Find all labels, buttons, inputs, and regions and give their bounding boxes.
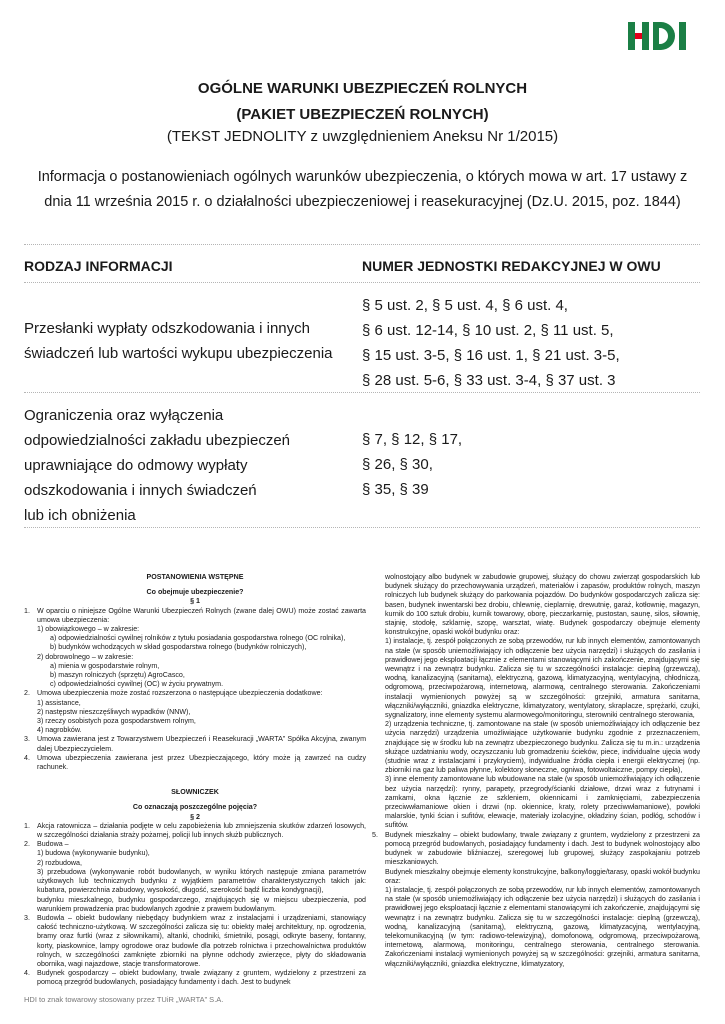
divider bbox=[24, 282, 700, 283]
list-item: budynku mieszkalnego, budynku gospodarczego, znajdujących się w miejscu ubezpieczenia, pod warunkiem prowadzenia prac budowlanych zgodnie z prawem budowlanym. bbox=[37, 895, 366, 913]
list-item: Budynek mieszkalny obejmuje elementy konstrukcyjne, balkony/loggie/tarasy, opaski wokół budynku oraz: bbox=[385, 867, 700, 885]
list-item: 4. Umowa ubezpieczenia zawierana jest przez Ubezpieczającego, który może ją zawrzeć na cudzy rachunek. bbox=[24, 753, 366, 772]
footer-note: HDI to znak towarowy stosowany przez TUiR „WARTA” S.A. bbox=[24, 995, 224, 1004]
list-item: 4. Budynek gospodarczy – obiekt budowlany, trwale związany z gruntem, wydzielony z przestrzeni za pomocą przegród budowlanych, posiadający fundamenty i dach. Jest to budynek bbox=[24, 969, 366, 987]
section-heading: SŁOWNICZEK bbox=[171, 788, 219, 797]
list-item: 1) budowa (wykonywanie budynku), bbox=[37, 849, 150, 858]
list-item: 5. Budynek mieszkalny – obiekt budowlany, trwale związany z gruntem, wydzielony z przestrzeni za pomocą przegród budowlanych, posiadający fundamenty i dach. Jest to budynek wolnostojący albo budynek w zabudowie bliźniaczej, szeregowej lub grupowej, służący zaspokajaniu potrzeb mieszkaniowych. bbox=[372, 830, 700, 867]
hdi-logo bbox=[628, 22, 700, 52]
list-item: 2. Budowa – bbox=[24, 840, 69, 849]
doc-subtitle: (PAKIET UBEZPIECZEŃ ROLNYCH) bbox=[236, 106, 489, 123]
list-item: 2. Umowa ubezpieczenia może zostać rozszerzona o następujące ubezpieczenia dodatkowe: bbox=[24, 689, 323, 698]
doc-title: OGÓLNE WARUNKI UBEZPIECZEŃ ROLNYCH bbox=[197, 80, 528, 97]
col-header-info: RODZAJ INFORMACJI bbox=[24, 258, 173, 274]
list-item: 1) obowiązkowego – w zakresie: bbox=[37, 625, 140, 634]
list-item: b) maszyn rolniczych (sprzętu) AgroCasco, bbox=[50, 671, 185, 680]
list-item: 3. Budowla – obiekt budowlany niebędący budynkiem wraz z instalacjami i urządzeniami, stanowiący całość techniczno-użytkową. W szczególności zalicza się tu: obiekty małej architektury, np. ogrodzenia, bramy oraz furtki (wraz z siłownikami), altanki, chodniki, śmietniki, posągi, odkryte baseny, fontanny, korty, piaskownice, lampy ogrodowe oraz budowle dla potrzeb rolnictwa i przechowalnictwa produktów rolnych, w szczególności zamknięte zbiorniki na płynne odchody zwierzęce, płyty do składowania obornika, wagi najazdowe, stacje transformatorowe. bbox=[24, 913, 366, 968]
list-item: 2) urządzenia techniczne, tj. zamontowane na stałe (w sposób uniemożliwiający ich odłączenie bez użycia narzędzi) urządzenia umożliwiające użytkowanie budynku zgodnie z przeznaczeniem, znajdujące się w środku lub na zewnątrz ubezpieczonego budynku. Zalicza się tu m.in.: urządzenia służące uzdatnianiu wody, oczyszczaniu lub gromadzeniu ścieków, piece, individualne ujęcia wody (studnie wraz z instalacjami i przykryciem), indywidualne źródła ciepła i energii elektrycznej (np. zbiorniki na gaz lub paliwa płynne, kolektory słoneczne, ogniwa, fotowoltaiczne, pompy ciepła), bbox=[385, 720, 700, 775]
list-item: a) mienia w gospodarstwie rolnym, bbox=[50, 661, 160, 670]
body-left-column bbox=[24, 573, 366, 988]
list-item: 3) inne elementy zamontowane lub wbudowane na stałe (w sposób uniemożliwiający ich odłączenie bez użycia narzędzi): rynny, parapety, przegrody/ścianki działowe, drzwi wraz z futrynami i zamkami, okna łącznie ze szkleniem, okiennicami i zamknięciami, zabezpieczenia przeciwwłamaniowe okien i drzwi (np. okiennice, kraty, rolety przeciwwłamaniowe), powłoki malarskie, tynki ścian i sufitów, elewacje, materiały izolacyjne, okładziny ścian, podłóg, schodów i sufitów. bbox=[385, 775, 700, 830]
info-statement: Informacja o postanowieniach ogólnych warunków ubezpieczenia, o których mowa w art. 17 ustawy z dnia 11 września 2015 r. o działalności ubezpieczeniowej i reasekuracyjnej (Dz.U. 2015, poz. 1844) bbox=[37, 169, 688, 210]
divider bbox=[24, 244, 700, 245]
paragraph-number: § 1 bbox=[190, 597, 200, 606]
list-item: 2) następstw nieszczęśliwych wypadków (NNW), bbox=[37, 707, 191, 716]
row1-ref: § 5 ust. 2, § 5 ust. 4, § 6 ust. 4, § 6 ust. 12-14, § 10 ust. 2, § 11 ust. 5, § 15 ust. 3-5, § 16 ust. 1, § 21 ust. 3-5, § 28 ust. 5-6, § 33 ust. 3-4, § 37 ust. 3 bbox=[362, 297, 620, 389]
list-item: 1) instalacje, tj. zespół połączonych ze sobą przewodów, rur lub innych elementów, zamontowanych na stałe (w sposób uniemożliwiający ich odłączenie bez użycia narzędzi) i służących do zasilania i prawidłowej jego eksploatacji łącznie z elementami stanowiącymi ich zakończenie, znajdującymi się wewnątrz i na zewnątrz budynku. Zalicza się tu w szczególności instalacje: cieplną (grzewczą), wodną, kanalizacyjną (sanitarną), elektryczną, gazową, klimatyzacyjną, wentylacyjną, chłodniczą, odgromową, przeciwpożarową, internetową, alarmową, centralnego sterowania. Zakończeniami instalacji wymienionych powyżej są w szczególności: grzejniki, armatura sanitarna, włączniki/wyłączniki, gniazdka elektryczne, klimatyzatory, wentylatory, skraplacze, sprężarki, czujki, sygnalizatory, inne elementy systemu alarmowego/monitoringu, sterowniki centralnego sterowania, bbox=[385, 637, 700, 720]
section-heading: POSTANOWIENIA WSTĘPNE bbox=[146, 573, 244, 581]
row1-info: Przesłanki wypłaty odszkodowania i innych świadczeń lub wartości wykupu ubezpieczenia bbox=[24, 320, 333, 362]
list-item: a) odpowiedzialności cywilnej rolników z tytułu posiadania gospodarstwa rolnego (OC rolnika), bbox=[50, 634, 346, 643]
list-item: 2) rozbudowa, bbox=[37, 858, 82, 867]
row2-info: Ograniczenia oraz wyłączenia odpowiedzialności zakładu ubezpieczeń uprawniające do odmowy wypłaty odszkodowania i innych świadczeń lub ich obniżenia bbox=[24, 407, 291, 524]
divider bbox=[24, 392, 700, 393]
body-right-column bbox=[372, 573, 700, 969]
list-item: 2) dobrowolnego – w zakresie: bbox=[37, 652, 134, 661]
list-item: b) budynków wchodzących w skład gospodarstwa rolnego (budynków rolniczych), bbox=[50, 643, 307, 652]
list-item: 3. Umowa zawierana jest z Towarzystwem Ubezpieczeń i Reasekuracji „WARTA” Spółka Akcyjna, zwanym dalej Ubezpieczycielem. bbox=[24, 735, 366, 753]
list-item: 1. Akcja ratownicza – działania podjęte w celu zapobieżenia lub zmniejszenia skutków zdarzeń losowych, w szczególności działania straży pożarnej, policji lub innych służb publicznych. bbox=[24, 821, 366, 840]
list-item: 3) przebudowa (wykonywanie robót budowlanych, w wyniku których następuje zmiana parametrów użytkowych lub technicznych budynku z wyjątkiem parametrów charakterystycznych takich jak: kubatura, powierzchnia zabudowy, wysokość, długość, szerokość bądź liczba kondygnacji), bbox=[37, 867, 366, 895]
list-item: 4) nagrobków. bbox=[37, 726, 82, 735]
list-item: 1. W oparciu o niniejsze Ogólne Warunki Ubezpieczeń Rolnych (zwane dalej OWU) może zostać zawarta umowa ubezpieczenia: bbox=[24, 606, 366, 624]
list-item: 1) assistance, bbox=[37, 698, 81, 707]
list-item: c) odpowiedzialności cywilnej (OC) w życiu prywatnym. bbox=[50, 680, 224, 689]
question-heading: Co obejmuje ubezpieczenie? bbox=[146, 588, 244, 597]
list-item: wolnostojący albo budynek w zabudowie grupowej, służący do chowu zwierząt gospodarskich lub budynek służący do przechowywania urządzeń, materiałów i zapasów, produktów rolnych, maszyn rolniczych lub budynek służący do parkowania pojazdów. Do budynków gospodarczych zalicza się: basen, budynek inwentarski bez drobiu, chlewnię, cieplarnię, drewutnię, garaż, kotłownię, magazyn, kurnik do 100 sztuk drobiu, kurnik towarowy, oborę, pieczarkarnię, pustostan, saunę, silos, siłownię, stajnię, stodołę, szklarnię, szopę, warsztat, wiatę. Budynek gospodarczy obejmuje elementy konstrukcyjne, opaski wokół budynku oraz: bbox=[385, 573, 700, 637]
list-item: 1) instalacje, tj. zespół połączonych ze sobą przewodów, rur lub innych elementów, zamontowanych na stałe (w sposób uniemożliwiający ich odłączenie bez użycia narzędzi) i służących do zasilania i prawidłowej jego eksploatacji łącznie z elementami stanowiącymi ich zakończenie, znajdującymi się wewnątrz i na zewnątrz budynku. Zalicza się tu w szczególności instalacje: cieplną (grzewczą), wodną, kanalizacyjną (sanitarną), elektryczną, gazową, klimatyzacyjną, wentylacyjną, telekomunikacyjną (w tym: radiowo-telewizyjną), domofonową, odgromową, przeciwpożarową, internetową, alarmową, monitoringu, centralnego sterowania, centralnego sterowania. Zakończeniami instalacji wymienionych powyżej są w szczególności: grzejniki, armatura sanitarna, włączniki/wyłączniki, gniazdka elektryczne, klimatyzatory, bbox=[385, 885, 700, 968]
divider bbox=[24, 527, 700, 528]
col-header-ref: NUMER JEDNOSTKI REDAKCYJNEJ W OWU bbox=[362, 258, 661, 274]
doc-edition: (TEKST JEDNOLITY z uwzględnieniem Aneksu Nr 1/2015) bbox=[166, 128, 559, 145]
row2-ref: § 7, § 12, § 17, § 26, § 30, § 35, § 39 bbox=[362, 431, 463, 498]
list-item: 3) rzeczy osobistych poza gospodarstwem rolnym, bbox=[37, 717, 196, 726]
question-heading: Co oznaczają poszczególne pojęcia? bbox=[132, 803, 258, 812]
paragraph-number: § 2 bbox=[190, 812, 200, 821]
